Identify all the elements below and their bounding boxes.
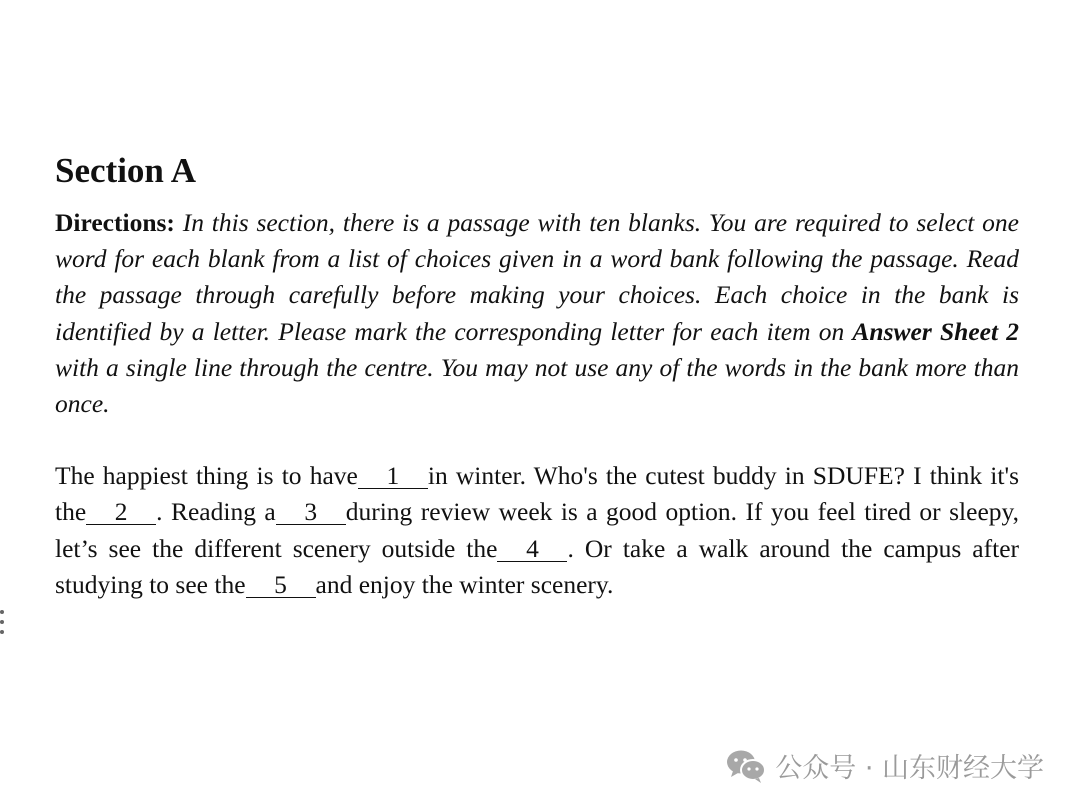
blank-4: 4 [497,537,567,562]
answer-sheet-emphasis: Answer Sheet 2 [852,316,1019,346]
passage-paragraph [55,458,1019,603]
passage-segment: and enjoy the winter scenery. [315,569,614,599]
passage-segment: during review week is a good option. If you feel tired or sleepy, let’s see the different scenery outside the [55,497,1019,563]
passage-segment: The happiest thing is to have [55,461,358,491]
directions-text-1: In this section, there is a passage with ten blanks. You are required to select one word for each blank from a list of choices given in a word bank following the passage. Read the passage through carefully before making your choices. Each choice in the bank is identified by a letter. Please mark the corresponding letter for each item on [55,208,1019,346]
blank-3: 3 [276,500,346,525]
directions-label: Directions: [55,208,175,237]
passage-segment: in winter. Who's the cutest buddy in SDUFE? I think it's the [55,461,1019,527]
watermark [725,746,1044,785]
directions-paragraph [55,205,1019,422]
edge-handle [0,610,4,634]
blank-1: 1 [358,464,428,489]
blank-2: 2 [86,500,156,525]
directions-text-2: with a single line through the centre. You may not use any of the words in the bank more than once. [55,352,1019,419]
blank-5: 5 [246,573,316,598]
section-title: Section A [55,151,196,190]
watermark-text: 公众号 · 山东财经大学 [775,753,1044,784]
passage-segment: . Reading a [156,497,276,527]
wechat-icon [725,748,767,784]
passage-segment: . Or take a walk around the campus after studying to see the [55,533,1019,599]
document-page [55,148,1019,629]
